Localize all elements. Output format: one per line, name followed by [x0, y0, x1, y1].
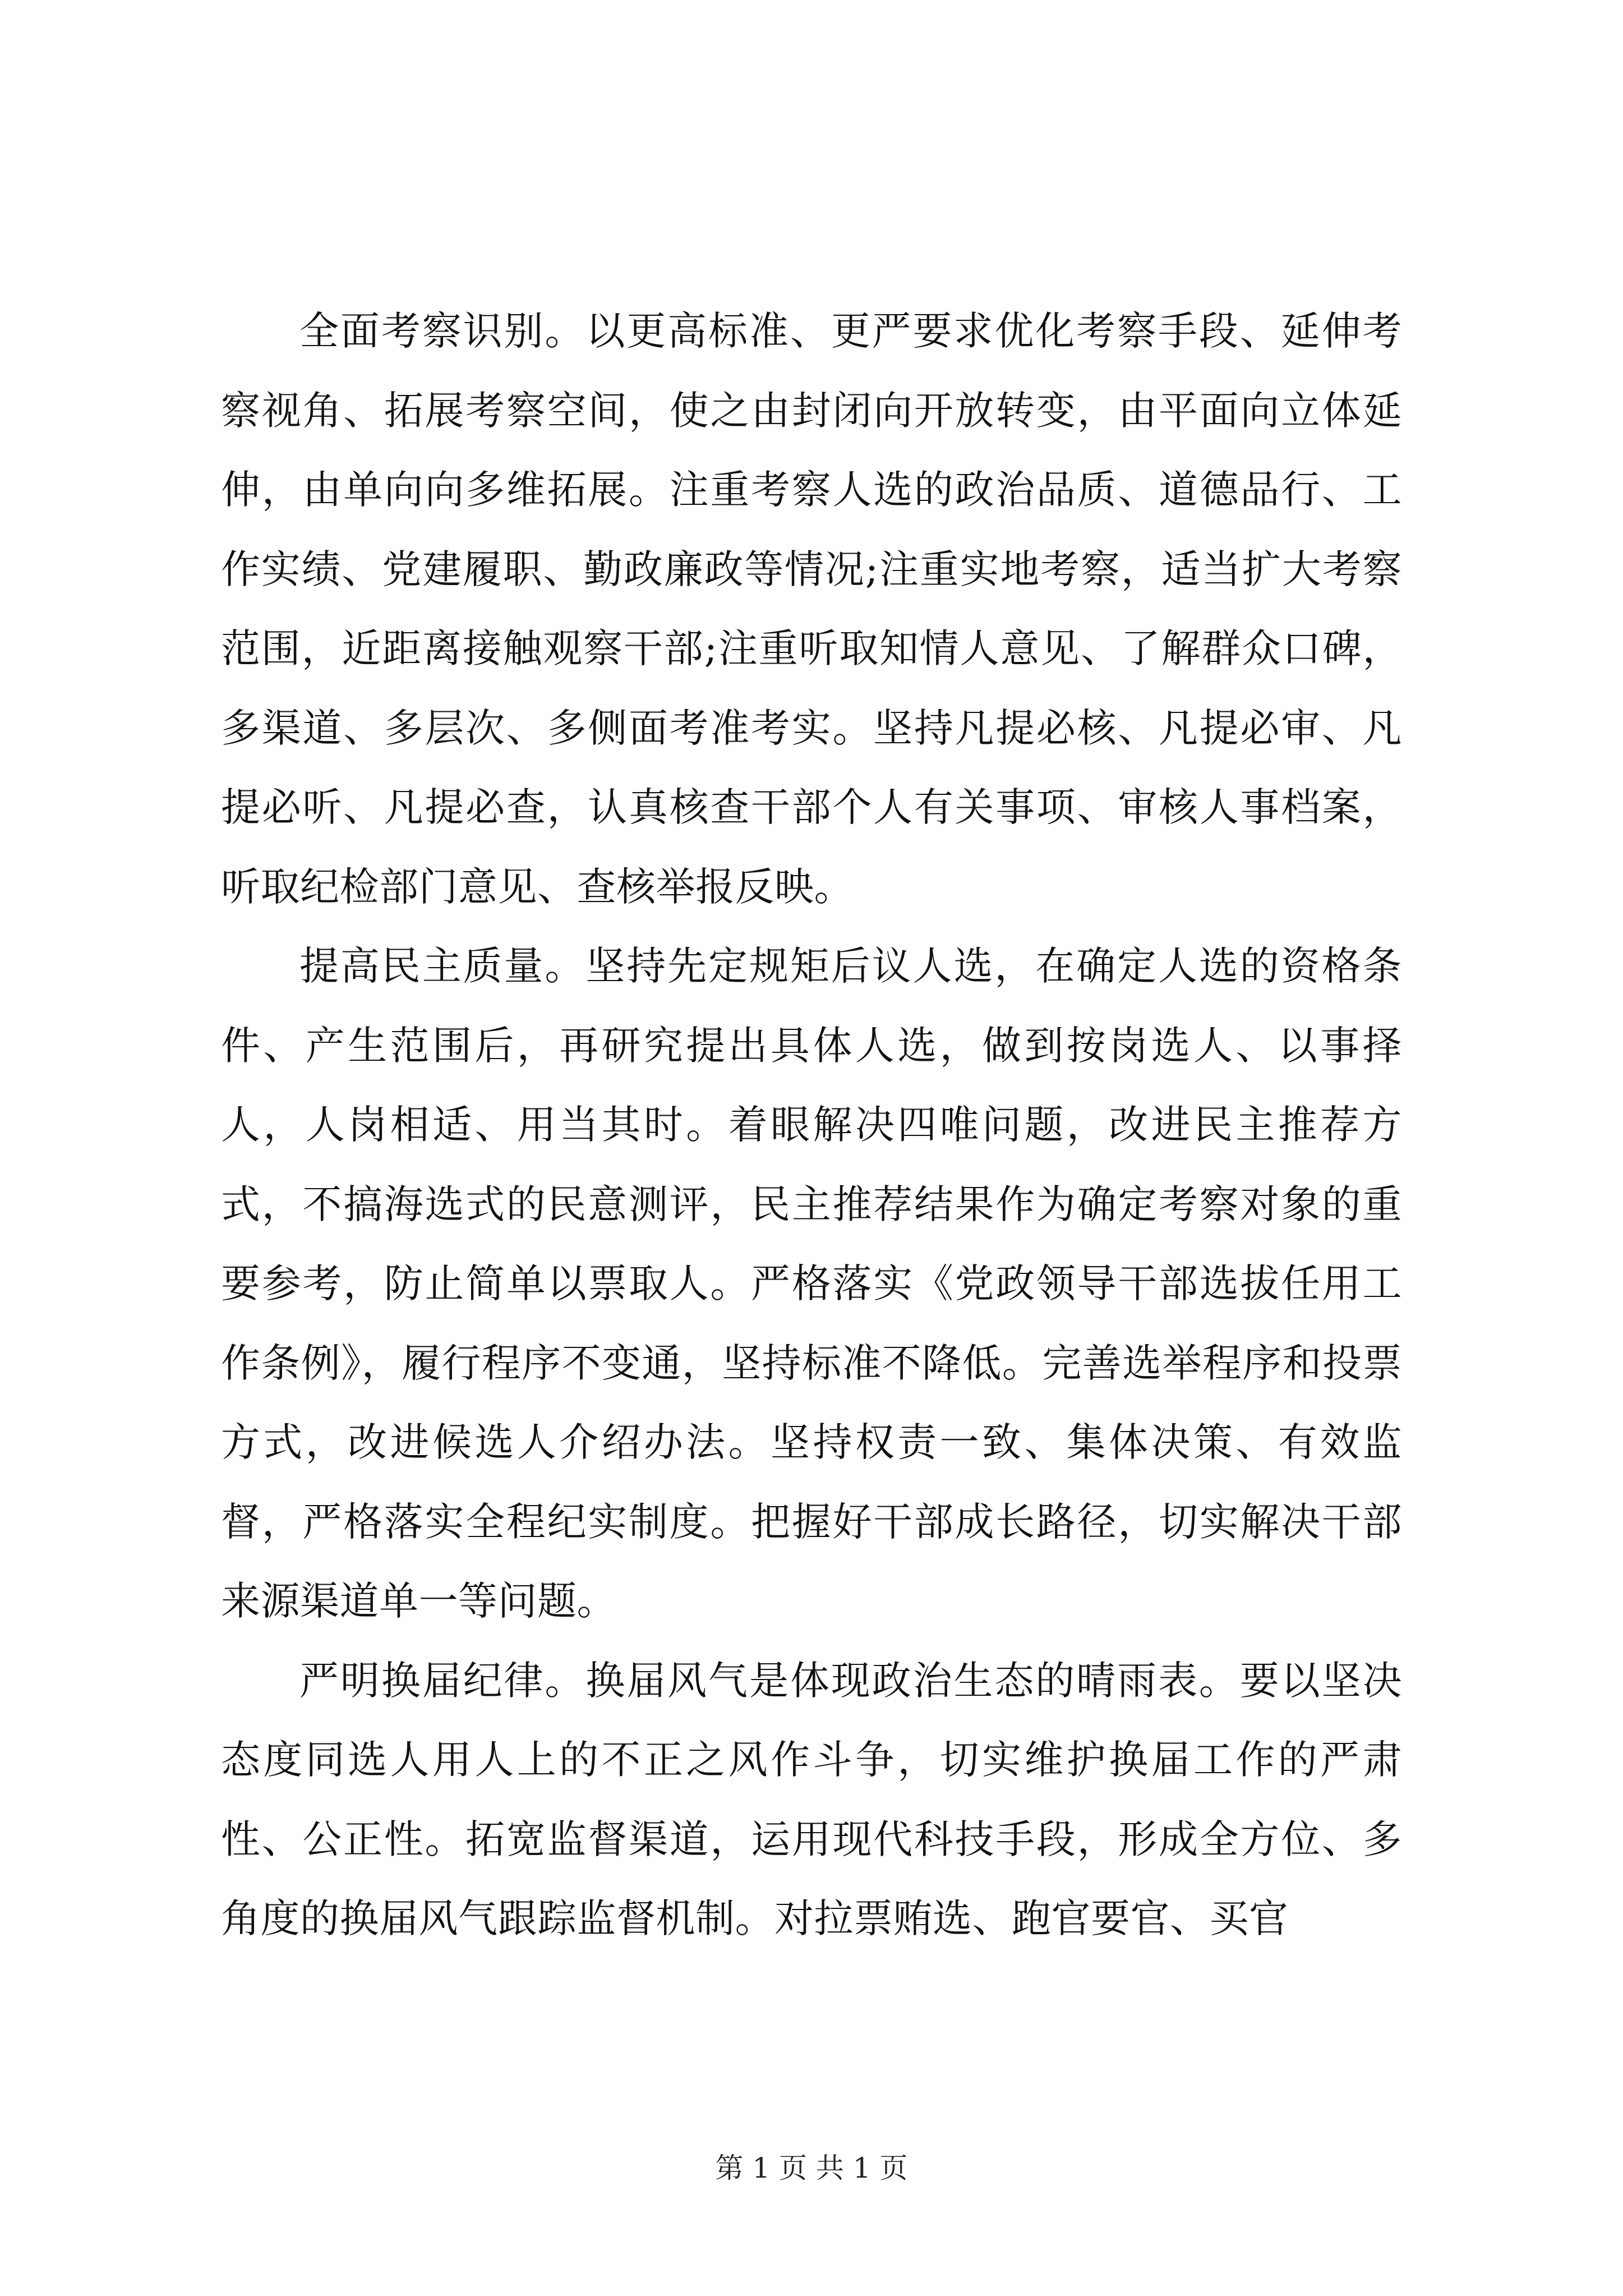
document-body	[221, 292, 1402, 1959]
page-number: 第 1 页 共 1 页	[715, 2152, 908, 2184]
paragraph-discipline: 严明换届纪律。换届风气是体现政治生态的晴雨表。要以坚决态度同选人用人上的不正之风作斗争，切实维护换届工作的严肃性、公正性。拓宽监督渠道，运用现代科技手段，形成全方位、多角度的换届风气跟踪监督机制。对拉票贿选、跑官要官、买官	[221, 1657, 1402, 1941]
paragraph-democracy: 提高民主质量。坚持先定规矩后议人选，在确定人选的资格条件、产生范围后，再研究提出具体人选，做到按岗选人、以事择人，人岗相适、用当其时。着眼解决四唯问题，改进民主推荐方式，不搞海选式的民意测评，民主推荐结果作为确定考察对象的重要参考，防止简单以票取人。严格落实《党政领导干部选拔任用工作条例》，履行程序不变通，坚持标准不降低。完善选举程序和投票方式，改进候选人介绍办法。坚持权责一致、集体决策、有效监督，严格落实全程纪实制度。把握好干部成长路径，切实解决干部来源渠道单一等问题。	[221, 943, 1402, 1624]
paragraph-assessment: 全面考察识别。以更高标准、更严要求优化考察手段、延伸考察视角、拓展考察空间，使之由封闭向开放转变，由平面向立体延伸，由单向向多维拓展。注重考察人选的政治品质、道德品行、工作实绩、党建履职、勤政廉政等情况;注重实地考察，适当扩大考察范围，近距离接触观察干部;注重听取知情人意见、了解群众口碑，多渠道、多层次、多侧面考准考实。坚持凡提必核、凡提必审、凡提必听、凡提必查，认真核查干部个人有关事项、审核人事档案，听取纪检部门意见、查核举报反映。	[221, 308, 1402, 910]
